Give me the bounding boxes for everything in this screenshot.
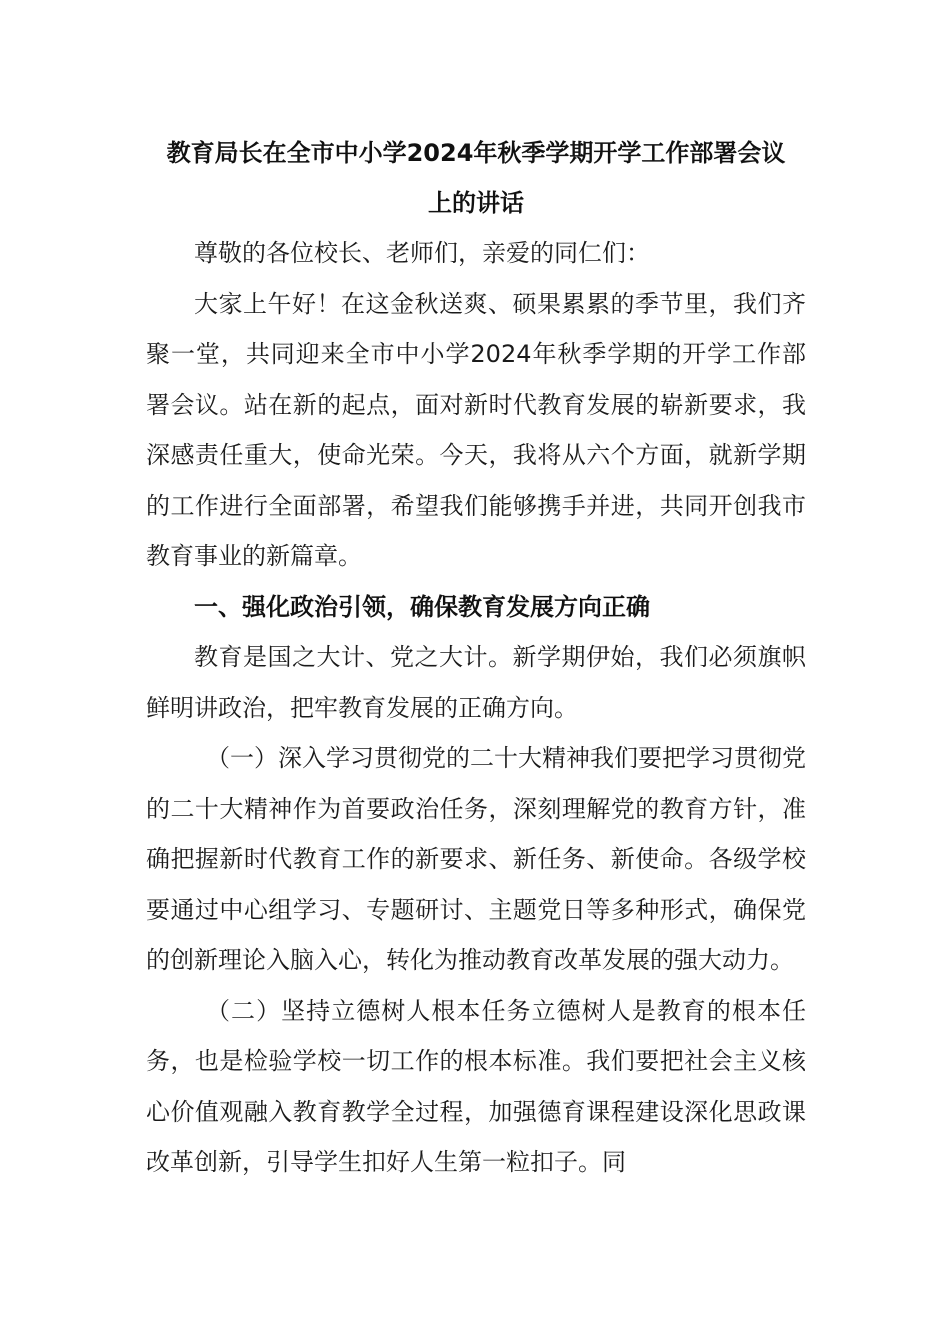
title-line-1: 教育局长在全市中小学2024年秋季学期开学工作部署会议 [166,139,786,167]
intro-paragraph: 大家上午好！在这金秋送爽、硕果累累的季节里，我们齐聚一堂，共同迎来全市中小学2024年秋季学期的开学工作部署会议。站在新的起点，面对新时代教育发展的崭新要求，我深感责任重大，使命光荣。今天，我将从六个方面，就新学期的工作进行全面部署，希望我们能够携手并进，共同开创我市教育事业的新篇章。 [146,289,806,570]
subsection-2-paragraph: （二）坚持立德树人根本任务立德树人是教育的根本任务，也是检验学校一切工作的根本标准。我们要把社会主义核心价值观融入教育教学全过程，加强德育课程建设深化思政课改革创新，引导学生扣好人生第一粒扣子。同 [146,996,806,1176]
document-page [146,128,806,1188]
section-1-intro: 教育是国之大计、党之大计。新学期伊始，我们必须旗帜鲜明讲政治，把牢教育发展的正确方向。 [146,643,806,722]
salutation: 尊敬的各位校长、老师们，亲爱的同仁们： [194,239,650,267]
subsection-1-paragraph: （一）深入学习贯彻党的二十大精神我们要把学习贯彻党的二十大精神作为首要政治任务，深刻理解党的教育方针，准确把握新时代教育工作的新要求、新任务、新使命。各级学校要通过中心组学习、专题研讨、主题党日等多种形式，确保党的创新理论入脑入心，转化为推动教育改革发展的强大动力。 [146,744,806,974]
section-1-heading: 一、强化政治引领，确保教育发展方向正确 [194,592,650,621]
title-line-2: 上的讲话 [428,189,524,217]
document-title [146,128,806,228]
